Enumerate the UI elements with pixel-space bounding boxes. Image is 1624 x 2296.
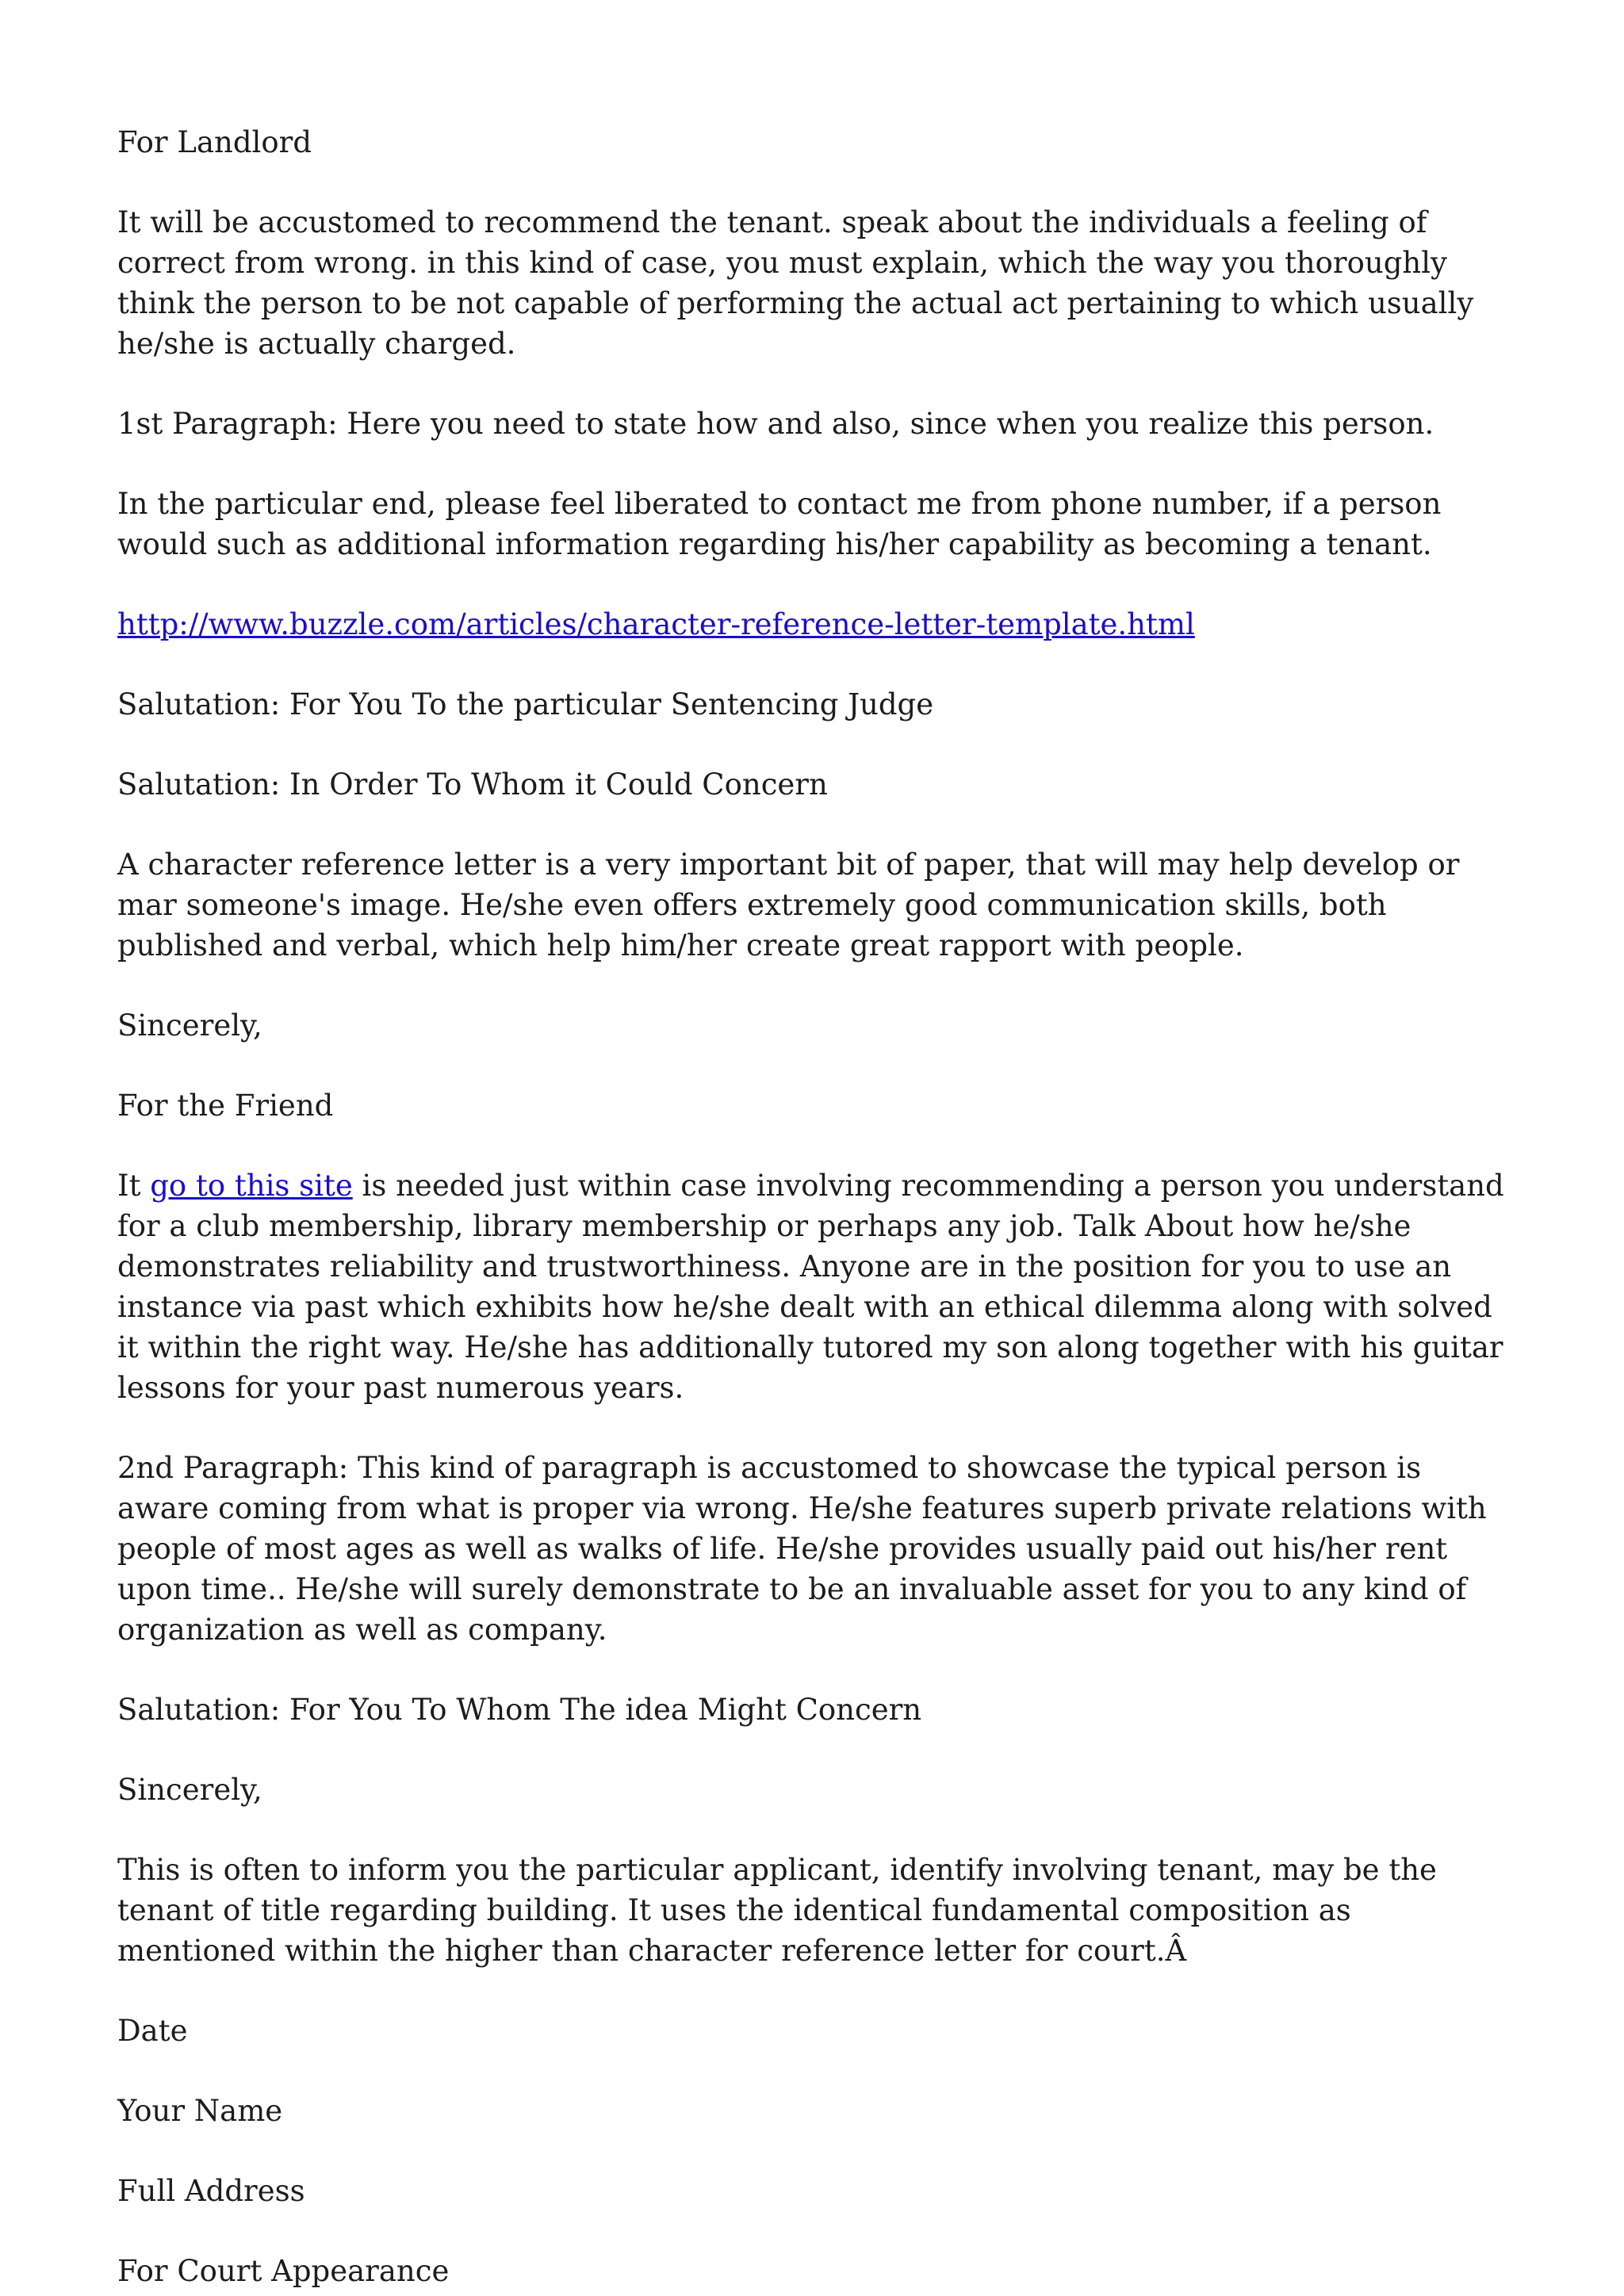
buzzle-link[interactable]: http://www.buzzle.com/articles/character-reference-letter-template.html [117,607,1195,641]
go-to-site-link[interactable]: go to this site [150,1169,353,1203]
heading-for-court-appearance: For Court Appearance [117,2254,450,2288]
friend-text-prefix: It [117,1169,151,1203]
paragraph-in-the-end: In the particular end, please feel liberated to contact me from phone number, if a person would such as additional information regarding his/her capability as becoming a tenant. [117,487,1442,561]
closing-sincerely-1: Sincerely, [117,1008,262,1043]
field-full-address: Full Address [117,2174,305,2208]
closing-sincerely-2: Sincerely, [117,1773,262,1807]
salutation-sentencing-judge: Salutation: For You To the particular Sentencing Judge [117,687,934,721]
field-your-name: Your Name [117,2094,283,2128]
paragraph-inform-applicant: This is often to inform you the particular applicant, identify involving tenant, may be the tenant of title regarding building. It uses the identical fundamental composition as mentioned within the higher than character reference letter for court.Â [117,1853,1437,1968]
paragraph-character-reference: A character reference letter is a very important bit of paper, that will may help develop or mar someone's image. He/she even offers extremely good communication skills, both published and verbal, which help him/her create great rapport with people. [117,848,1460,962]
paragraph-second: 2nd Paragraph: This kind of paragraph is accustomed to showcase the typical person is aware coming from what is proper via wrong. He/she features superb private relations with people of most ages as well as walks of life. He/she provides usually paid out his/her rent upon time.. He/she will surely demonstrate to be an invaluable asset for you to any kind of organization as well as company. [117,1451,1487,1647]
heading-for-the-friend: For the Friend [117,1089,334,1123]
salutation-whom-idea-concern: Salutation: For You To Whom The idea Might Concern [117,1693,922,1727]
heading-for-landlord: For Landlord [117,125,312,159]
paragraph-first: 1st Paragraph: Here you need to state how and also, since when you realize this person. [117,407,1434,441]
paragraph-friend [117,1165,1507,1408]
friend-text-rest: is needed just within case involving recommending a person you understand for a club membership, library membership or perhaps any job. Talk About how he/she demonstrates reliability and trustworthiness. Anyone are in the position for you to use an instance via past which exhibits how he/she dealt with an ethical dilemma along with solved it within the right way. He/she has additionally tutored my son along together with his guitar lessons for your past numerous years. [117,1169,1504,1405]
paragraph-link [117,604,1507,645]
field-date: Date [117,2014,188,2048]
paragraph-recommend-tenant: It will be accustomed to recommend the tenant. speak about the individuals a feeling of correct from wrong. in this kind of case, you must explain, which the way you thoroughly think the person to be not capable of performing the actual act pertaining to which usually he/she is actually charged. [117,205,1474,361]
salutation-whom-could-concern: Salutation: In Order To Whom it Could Concern [117,767,828,802]
